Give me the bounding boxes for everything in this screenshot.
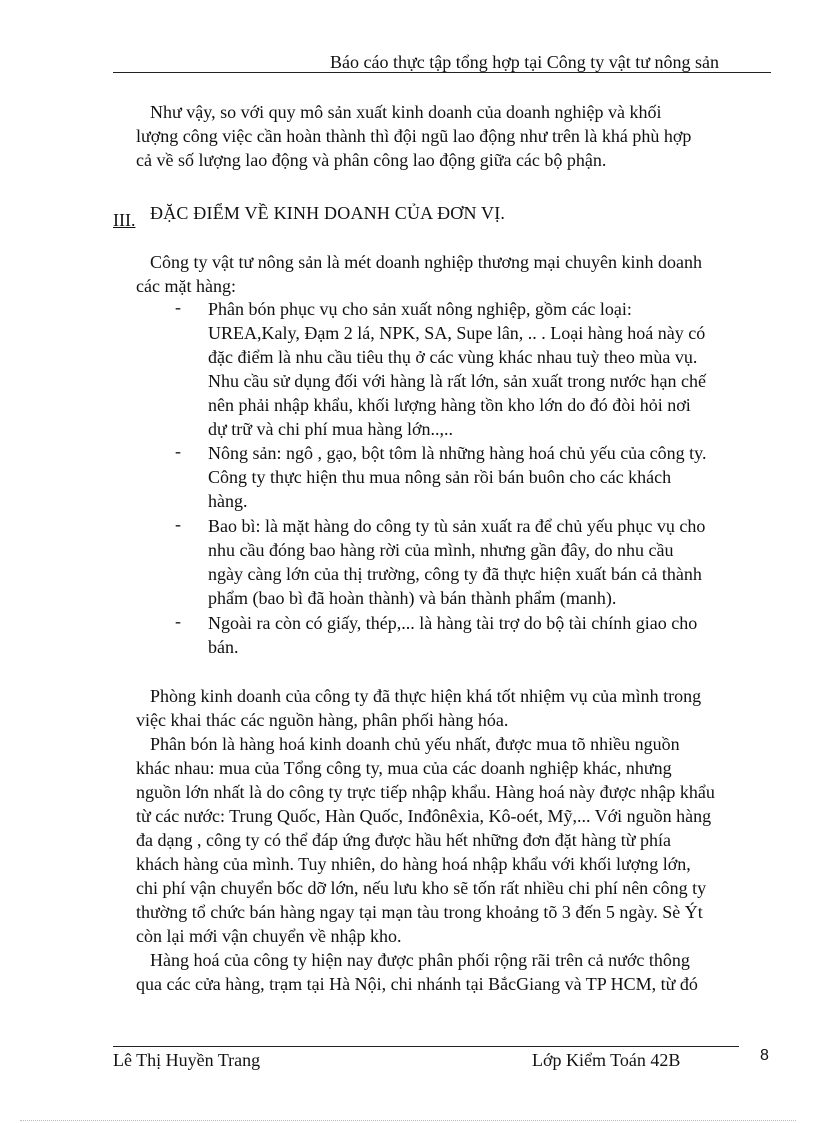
bullet-marker: - <box>175 441 181 461</box>
bullet-item-packaging <box>208 514 705 610</box>
text-line: Phân bón phục vụ cho sản xuất nông nghiệp, gồm các loại: <box>208 299 632 319</box>
text-line: bán. <box>208 637 239 657</box>
text-line: Phòng kinh doanh của công ty đã thực hiện khá tốt nhiệm vụ của mình trong <box>150 686 702 706</box>
section-title: ĐẶC ĐIỂM VỀ KINH DOANH CỦA ĐƠN VỊ. <box>150 203 506 223</box>
bullet-item-agricultural-products <box>208 441 707 513</box>
text-line: dự trữ và chi phí mua hàng lớn..,.. <box>208 419 453 439</box>
footer-class-name: Lớp Kiểm Toán 42B <box>532 1050 681 1070</box>
bullet-item-fertilizer <box>208 297 706 441</box>
page-bottom-border <box>20 1120 796 1121</box>
text-line: thường tổ chức bán hàng ngay tại mạn tàu trong khoảng tõ 3 đến 5 ngày. Sè Ýt <box>136 902 703 922</box>
text-line: nguồn lớn nhất là do công ty trực tiếp nhập khẩu. Hàng hoá này được nhập khẩu <box>136 782 715 802</box>
text-line: hàng. <box>208 491 248 511</box>
text-line: từ các nước: Trung Quốc, Hàn Quốc, Inđônêxia, Kô-oét, Mỹ,... Với nguồn hàng <box>136 806 712 826</box>
body-paragraph <box>136 732 715 948</box>
footer-author: Lê Thị Huyền Trang <box>113 1050 261 1070</box>
text-line: Nông sản: ngô , gạo, bột tôm là những hàng hoá chủ yếu của công ty. <box>208 443 707 463</box>
text-line: còn lại mới vận chuyển về nhập kho. <box>136 926 402 946</box>
bullet-marker: - <box>175 297 181 317</box>
text-line: đa dạng , công ty có thể đáp ứng được hầu hết những đơn đặt hàng từ phía <box>136 830 671 850</box>
text-line: Như vậy, so với quy mô sản xuất kinh doanh của doanh nghiệp và khối <box>150 102 662 122</box>
body-paragraph <box>136 948 698 996</box>
page-header-title: Báo cáo thực tập tổng hợp tại Công ty vật tư nông sản <box>330 52 719 72</box>
text-line: đặc điểm là nhu cầu tiêu thụ ở các vùng khác nhau tuỳ theo mùa vụ. <box>208 347 698 367</box>
text-line: việc khai thác các nguồn hàng, phân phối hàng hóa. <box>136 710 509 730</box>
text-line: Bao bì: là mặt hàng do công ty tù sản xuất ra để chủ yếu phục vụ cho <box>208 516 706 536</box>
text-line: các mặt hàng: <box>136 276 236 296</box>
section-number: III. <box>113 210 136 230</box>
text-line: qua các cửa hàng, trạm tại Hà Nội, chi nhánh tại BắcGiang và TP HCM, từ đó <box>136 974 698 994</box>
text-line: nhu cầu đóng bao hàng rời của mình, nhưng gần đây, do nhu cầu <box>208 540 674 560</box>
bullet-marker: - <box>175 611 181 631</box>
text-line: UREA,Kaly, Đạm 2 lá, NPK, SA, Supe lân, .. . Loại hàng hoá này có <box>208 323 706 343</box>
lead-paragraph <box>136 250 702 298</box>
bullet-marker: - <box>175 514 181 534</box>
intro-paragraph <box>136 100 692 172</box>
footer-divider <box>113 1046 739 1047</box>
text-line: Phân bón là hàng hoá kinh doanh chủ yếu nhất, được mua tõ nhiều nguồn <box>150 734 680 754</box>
text-line: Nhu cầu sử dụng đối với hàng là rất lớn, sản xuất trong nước hạn chế <box>208 371 706 391</box>
bullet-item-other-goods <box>208 611 697 659</box>
text-line: khách hàng của mình. Tuy nhiên, do hàng hoá nhập khẩu với khối lượng lớn, <box>136 854 691 874</box>
text-line: phẩm (bao bì đã hoàn thành) và bán thành phẩm (manh). <box>208 588 617 608</box>
text-line: Công ty thực hiện thu mua nông sản rồi bán buôn cho các khách <box>208 467 672 487</box>
text-line: khác nhau: mua của Tổng công ty, mua của các doanh nghiệp khác, nhưng <box>136 758 672 778</box>
text-line: chi phí vận chuyển bốc dỡ lớn, nếu lưu kho sẽ tốn rất nhiều chi phí nên công ty <box>136 878 707 898</box>
page-number: 8 <box>760 1047 769 1064</box>
text-line: cả về số lượng lao động và phân công lao động giữa các bộ phận. <box>136 150 607 170</box>
text-line: Hàng hoá của công ty hiện nay được phân phối rộng rãi trên cả nước thông <box>150 950 690 970</box>
text-line: Công ty vật tư nông sản là mét doanh nghiệp thương mại chuyên kinh doanh <box>150 252 702 272</box>
text-line: ngày càng lớn của thị trường, công ty đã thực hiện xuất bán cả thành <box>208 564 702 584</box>
text-line: Ngoài ra còn có giấy, thép,... là hàng tài trợ do bộ tài chính giao cho <box>208 613 698 633</box>
header-divider <box>113 72 771 73</box>
text-line: lượng công việc cần hoàn thành thì đội ngũ lao động như trên là khá phù hợp <box>136 126 692 146</box>
text-line: nên phải nhập khẩu, khối lượng hàng tồn kho lớn do đó đòi hỏi nơi <box>208 395 691 415</box>
body-paragraph <box>136 684 702 732</box>
